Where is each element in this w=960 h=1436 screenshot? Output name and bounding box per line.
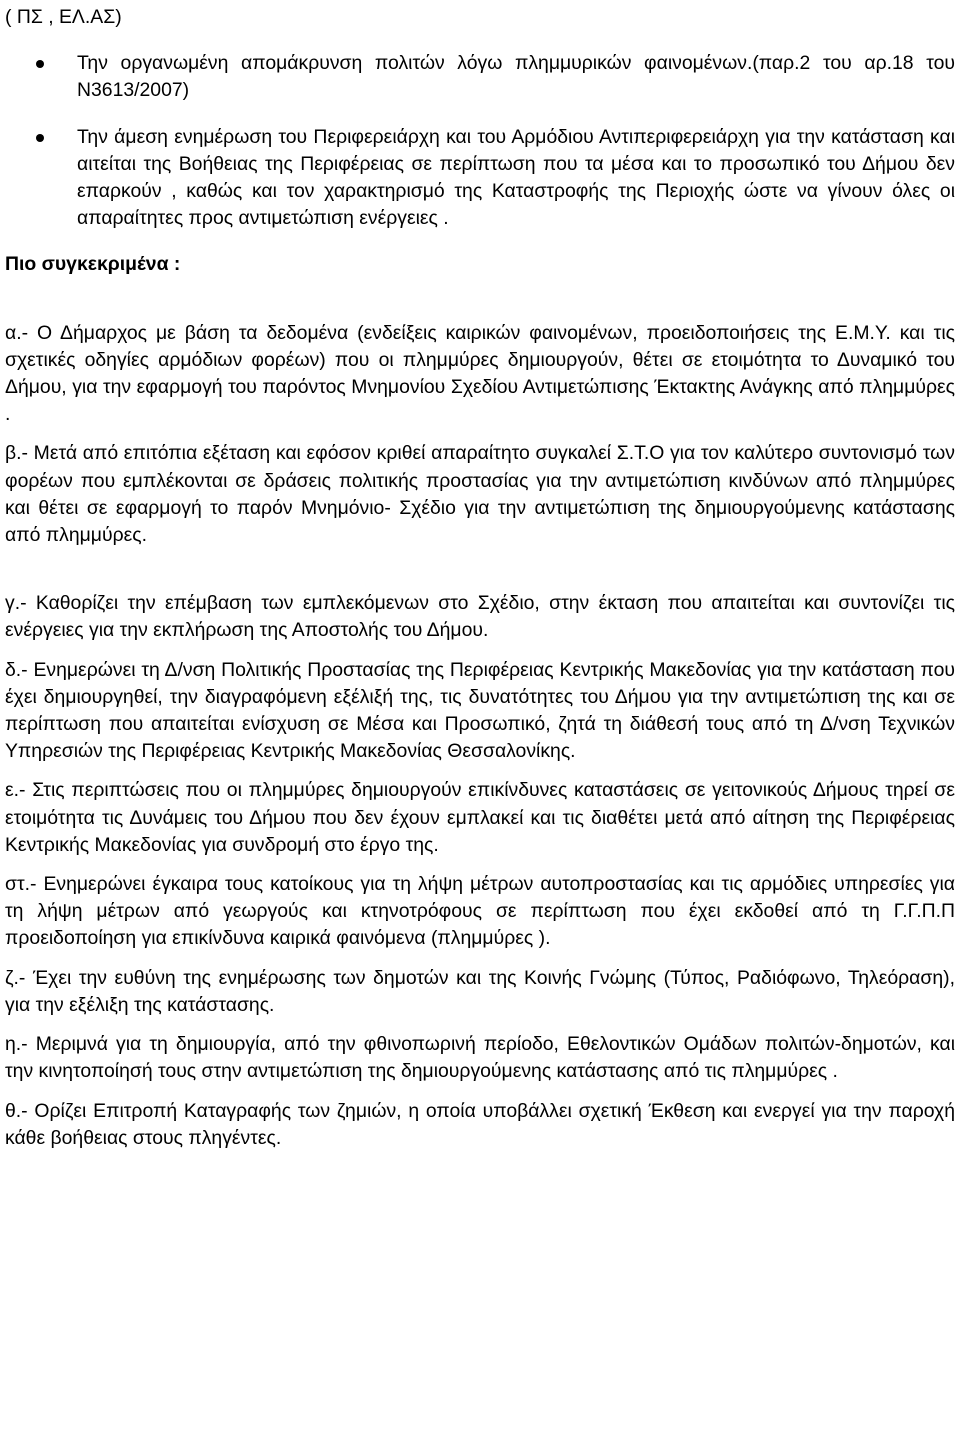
bullet-text: Την οργανωμένη απομάκρυνση πολιτών λόγω πλημμυρικών φαινομένων.(παρ.2 του αρ.18 του Ν3613/2007) bbox=[77, 52, 955, 102]
bullet-dot-icon bbox=[36, 134, 44, 142]
lead-line: ( ΠΣ , ΕΛ.ΑΣ) bbox=[5, 6, 122, 28]
bullet-list bbox=[5, 50, 955, 232]
paragraph-delta: δ.- Ενημερώνει τη Δ/νση Πολιτικής Προστασίας της Περιφέρειας Κεντρικής Μακεδονίας για την κατάσταση που έχει δημιουργηθεί, την διαγραφόμενη εξέλιξή της, τις δυνατότητες του Δήμου για την αντιμετώπιση της και σε περίπτωση που απαιτείται ενίσχυση σε Μέσα και Προσωπικό, ζητά τη διάθεσή τους από τη Δ/νση Τεχνικών Υπηρεσιών της Περιφέρειας Κεντρικής Μακεδονίας Θεσσαλονίκης. bbox=[5, 658, 955, 763]
paragraph-gamma: γ.- Καθορίζει την επέμβαση των εμπλεκόμενων στο Σχέδιο, στην έκταση που απαιτείται και συντονίζει τις ενέργειες για την εκπλήρωση της Αποστολής του Δήμου. bbox=[5, 592, 955, 642]
paragraph-st: στ.- Ενημερώνει έγκαιρα τους κατοίκους για τη λήψη μέτρων αυτοπροστασίας και τις αρμόδιες υπηρεσίες για τη λήψη μέτρων από γεωργούς και κτηνοτρόφους σε περίπτωση που έχει εκδοθεί από τη Γ.Γ.Π.Π προειδοποίηση για επικίνδυνα καιρικά φαινόμενα (πλημμύρες ). bbox=[5, 873, 955, 950]
section-subheading: Πιο συγκεκριμένα : bbox=[5, 253, 181, 276]
paragraph-eta: η.- Μεριμνά για τη δημιουργία, από την φθινοπωρινή περίοδο, Εθελοντικών Ομάδων πολιτών-δημοτών, και την κινητοποίησή τους στην αντιμετώπιση της δημιουργούμενης κατάστασης από τις πλημμύρες . bbox=[5, 1033, 955, 1083]
paragraph-theta: θ.- Ορίζει Επιτροπή Καταγραφής των ζημιών, η οποία υποβάλλει σχετική Έκθεση και ενεργεί για την παροχή κάθε βοήθειας στους πληγέντες. bbox=[5, 1099, 955, 1149]
bullet-item bbox=[5, 124, 955, 233]
bullet-item bbox=[5, 50, 955, 104]
bullet-dot-icon bbox=[36, 60, 44, 68]
paragraph-beta: β.- Μετά από επιτόπια εξέταση και εφόσον κριθεί απαραίτητο συγκαλεί Σ.Τ.Ο για τον καλύτερο συντονισμό των φορέων που εμπλέκονται σε δράσεις πολιτικής προστασίας για την αντιμετώπιση κινδύνων από πλημμύρες και θέτει σε εφαρμογή το παρόν Μνημόνιο- Σχέδιο για την αντιμετώπιση της δημιουργούμενης κατάστασης από πλημμύρες. bbox=[5, 442, 955, 547]
bullet-text: Την άμεση ενημέρωση του Περιφερειάρχη και του Αρμόδιου Αντιπεριφερειάρχη για την κατάσταση και αιτείται της Βοήθειας της Περιφέρειας σε περίπτωση που τα μέσα και το προσωπικό του Δήμου δεν επαρκούν , καθώς και τον χαρακτηρισμό της Καταστροφής της Περιοχής ώστε να γίνουν όλες οι απαραίτητες προς αντιμετώπιση ενέργειες . bbox=[77, 125, 955, 230]
paragraph-alpha: α.- Ο Δήμαρχος με βάση τα δεδομένα (ενδείξεις καιρικών φαινομένων, προειδοποιήσεις της Ε.Μ.Υ. και τις σχετικές οδηγίες αρμόδιων φορέων) που οι πλημμύρες δημιουργούν, θέτει σε ετοιμότητα το Δυναμικό του Δήμου, για την εφαρμογή του παρόντος Μνημονίου Σχεδίου Αντιμετώπισης Έκτακτης Ανάγκης από πλημμύρες . bbox=[5, 321, 955, 426]
paragraph-zeta: ζ.- Έχει την ευθύνη της ενημέρωσης των δημοτών και της Κοινής Γνώμης (Τύπος, Ραδιόφωνο, Τηλεόραση), για την εξέλιξη της κατάστασης. bbox=[5, 966, 955, 1016]
document-page bbox=[5, 4, 955, 1152]
paragraph-epsilon: ε.- Στις περιπτώσεις που οι πλημμύρες δημιουργούν επικίνδυνες καταστάσεις σε γειτονικούς Δήμους τηρεί σε ετοιμότητα τις Δυνάμεις του Δήμου που δεν έχουν εμπλακεί και τις διαθέτει μετά από αίτηση της Περιφέρειας Κεντρικής Μακεδονίας για συνδρομή στο έργο της. bbox=[5, 779, 955, 856]
